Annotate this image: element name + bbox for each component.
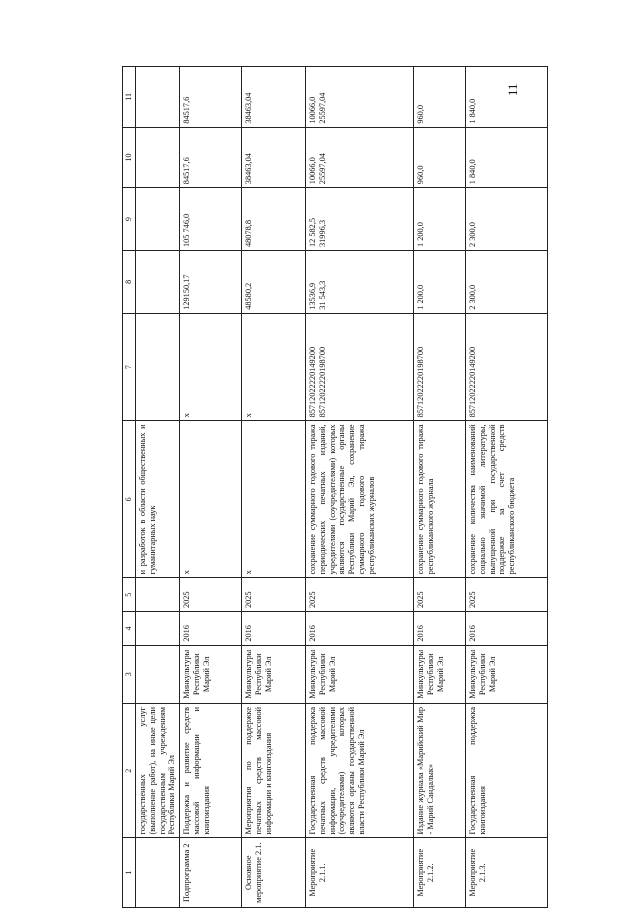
cell-col-2: Государственная поддержка книгоиздания — [466, 703, 548, 838]
table-row — [242, 67, 306, 908]
cell-col-10: 1 840,0 — [466, 127, 548, 188]
cell-col-8: 48580,2 — [242, 250, 306, 313]
cell-col-11: 10066,0 25597,04 — [306, 67, 414, 128]
cell-col-1: Мероприятие 2.1.2. — [414, 838, 466, 908]
cell-col-4: 2016 — [466, 612, 548, 646]
cell-col-4 — [136, 612, 180, 646]
cell-col-5 — [136, 578, 180, 612]
col-header: 11 — [123, 67, 136, 128]
header-row — [123, 67, 136, 908]
col-header: 4 — [123, 612, 136, 646]
cell-col-1: Мероприятие 2.1.3. — [466, 838, 548, 908]
cell-col-7: x — [180, 313, 242, 421]
cell-col-10 — [136, 127, 180, 188]
cell-col-9: 12 582,5 31996,3 — [306, 188, 414, 251]
col-header: 1 — [123, 838, 136, 908]
cell-col-7: 85712022220198700 — [414, 313, 466, 421]
table-row — [466, 67, 548, 908]
cell-col-5: 2025 — [414, 578, 466, 612]
cell-col-11: 960,0 — [414, 67, 466, 128]
cell-col-2: Государственная поддержка печатных средств массовой информации, учредителями (соучредителями) которых являются органы государственной власти Республики Марий Эл — [306, 703, 414, 838]
cell-col-7: 85712022220149200 — [466, 313, 548, 421]
cell-col-5: 2025 — [242, 578, 306, 612]
cell-col-6: и разработок в области общественных и гуманитарных наук — [136, 421, 180, 578]
cell-col-5: 2025 — [466, 578, 548, 612]
cell-col-6: x — [180, 421, 242, 578]
table-body — [136, 67, 548, 908]
table-row — [136, 67, 180, 908]
cell-col-6: сохранение суммарного годового тиража республиканского журнала — [414, 421, 466, 578]
cell-col-2: Поддержка и развитие средств массовой информации и книгоиздания — [180, 703, 242, 838]
cell-col-5: 2025 — [306, 578, 414, 612]
cell-col-7: x — [242, 313, 306, 421]
cell-col-8 — [136, 250, 180, 313]
cell-col-11: 84517,6 — [180, 67, 242, 128]
cell-col-7 — [136, 313, 180, 421]
cell-col-8: 2 300,0 — [466, 250, 548, 313]
cell-col-5: 2025 — [180, 578, 242, 612]
cell-col-9: 2 300,0 — [466, 188, 548, 251]
table-row — [414, 67, 466, 908]
cell-col-3: Минкультуры Республики Марий Эл — [414, 645, 466, 703]
cell-col-8: 129150,17 — [180, 250, 242, 313]
cell-col-1: Основное мероприятие 2.1. — [242, 838, 306, 908]
table-row — [306, 67, 414, 908]
col-header: 9 — [123, 188, 136, 251]
cell-col-1: Мероприятие 2.1.1. — [306, 838, 414, 908]
cell-col-4: 2016 — [306, 612, 414, 646]
table-row — [180, 67, 242, 908]
col-header: 3 — [123, 645, 136, 703]
cell-col-2: Мероприятия по поддержке печатных средств массовой информации и книгоиздания — [242, 703, 306, 838]
cell-col-6: сохранение количества наименований социально значимой литературы, выпущенной при государственной поддержке за счет средств республиканского бюджета — [466, 421, 548, 578]
cell-col-10: 10066,0 25597,04 — [306, 127, 414, 188]
cell-col-10: 38463,04 — [242, 127, 306, 188]
cell-col-7: 85712022220149200 85712022220198700 — [306, 313, 414, 421]
col-header: 2 — [123, 703, 136, 838]
cell-col-9: 105 746,0 — [180, 188, 242, 251]
cell-col-8: 1 200,0 — [414, 250, 466, 313]
cell-col-11 — [136, 67, 180, 128]
cell-col-6: сохранение суммарного годового тиража периодических печатных изданий, учредителями (соучредителями) которых являются государственные органы Республики Марий Эл, сохранение суммарного годового тиража республиканских журналов — [306, 421, 414, 578]
cell-col-3: Минкультуры Республики Марий Эл — [466, 645, 548, 703]
cell-col-3: Минкультуры Республики Марий Эл — [306, 645, 414, 703]
cell-col-11: 1 840,0 — [466, 67, 548, 128]
col-header: 10 — [123, 127, 136, 188]
col-header: 6 — [123, 421, 136, 578]
cell-col-9 — [136, 188, 180, 251]
cell-col-11: 38463,04 — [242, 67, 306, 128]
cell-col-3: Минкультуры Республики Марий Эл — [242, 645, 306, 703]
cell-col-9: 1 200,0 — [414, 188, 466, 251]
rotated-table-wrapper — [122, 66, 517, 903]
page-number: 11 — [505, 83, 520, 96]
program-table — [122, 66, 548, 908]
cell-col-6: x — [242, 421, 306, 578]
cell-col-3: Минкультуры Республики Марий Эл — [180, 645, 242, 703]
col-header: 8 — [123, 250, 136, 313]
cell-col-9: 48078,8 — [242, 188, 306, 251]
cell-col-2: государственных услуг (выполнение работ), на иные цели государственным учреждениям Республики Марий Эл — [136, 703, 180, 838]
cell-col-10: 960,0 — [414, 127, 466, 188]
cell-col-3 — [136, 645, 180, 703]
cell-col-1: Подпрограмма 2 — [180, 838, 242, 908]
cell-col-10: 84517,6 — [180, 127, 242, 188]
cell-col-2: Издание журнала «Марийский Мир - Марий Сандалык» — [414, 703, 466, 838]
cell-col-4: 2016 — [180, 612, 242, 646]
col-header: 5 — [123, 578, 136, 612]
cell-col-4: 2016 — [414, 612, 466, 646]
col-header: 7 — [123, 313, 136, 421]
rotated-content — [122, 66, 542, 908]
cell-col-8: 13536,9 31 543,3 — [306, 250, 414, 313]
cell-col-1 — [136, 838, 180, 908]
cell-col-4: 2016 — [242, 612, 306, 646]
